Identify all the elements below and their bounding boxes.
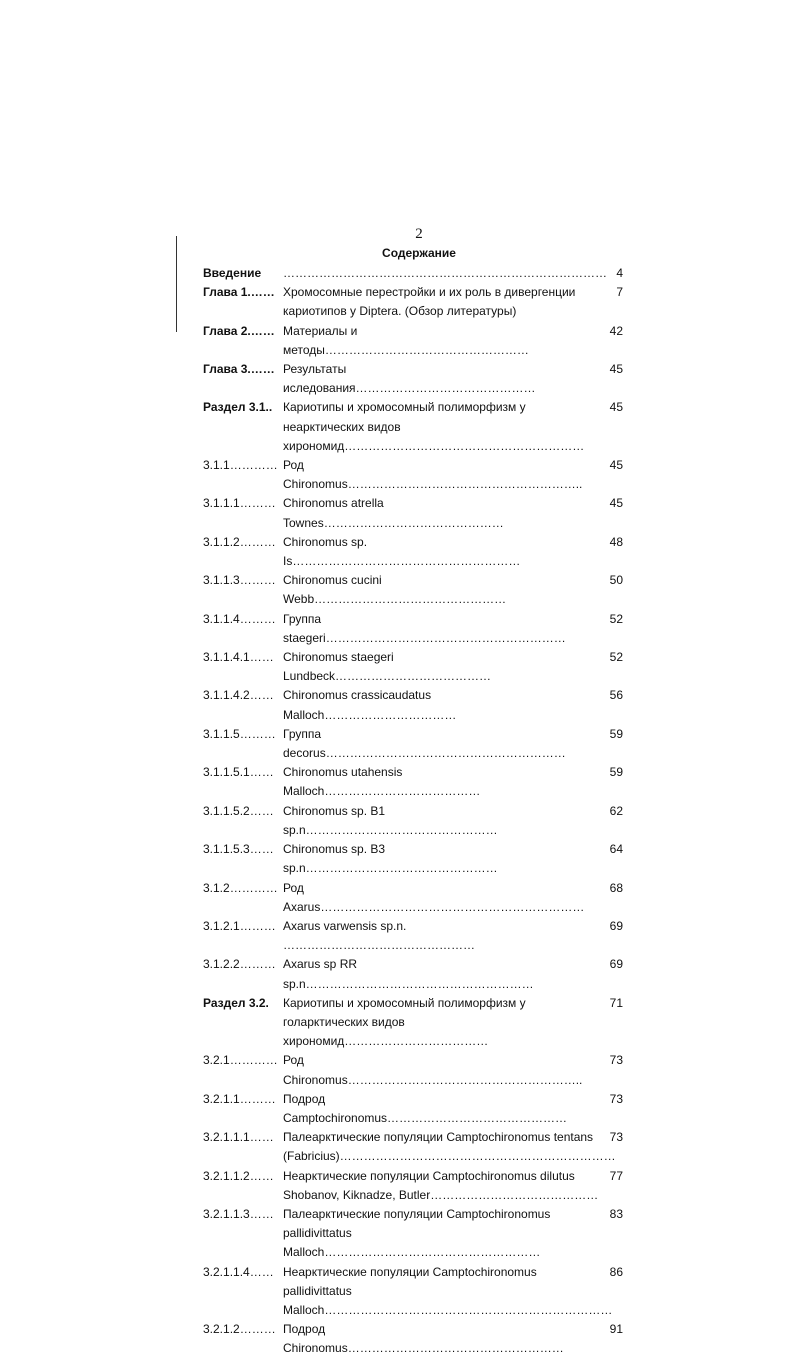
toc-entry-title: Неарктические популяции Camptochironomus dilutus Shobanov, Kiknadze, Butler…………………………………… — [283, 1168, 599, 1202]
toc-entry-number: 3.2.1.1.3…… — [203, 1206, 274, 1221]
toc-entry-page: 73 — [609, 1091, 623, 1106]
toc-entry-title: Род Axarus………………………………………………………… — [283, 880, 585, 914]
toc-entry — [203, 879, 623, 917]
toc-entry — [203, 725, 623, 763]
toc-entry-number: 3.1.1.2……… — [203, 534, 276, 549]
toc-entry — [203, 1205, 623, 1263]
toc-entry-page: 50 — [609, 573, 623, 588]
toc-entry-page: 83 — [609, 1206, 623, 1221]
toc-entry — [203, 955, 623, 993]
toc-entry-title: Chironomus utahensis Malloch………………………………… — [283, 765, 481, 799]
toc-entry-title: Chironomus sp. Is………………………………………………… — [283, 534, 521, 569]
toc-entry — [203, 802, 623, 840]
toc-entry-title: Chironomus sp. B1 sp.n………………………………………… — [283, 803, 498, 837]
toc-entry-number: 3.2.1.2……… — [203, 1322, 276, 1337]
toc-entry-page: 69 — [609, 957, 623, 972]
toc-entry-title: Род Chironomus………………………………………………….. — [283, 1053, 583, 1087]
toc-entry-title: Группа staegeri…………………………………………………… — [283, 611, 566, 645]
toc-entry-page: 62 — [609, 803, 623, 818]
toc-entry-page: 69 — [609, 918, 623, 933]
toc-entry-number: 3.1.2………… — [203, 880, 278, 895]
toc-entry-number: 3.1.1.5……… — [203, 726, 276, 741]
toc-entry-number: 3.1.2.2……… — [203, 957, 276, 972]
toc-entry-title: Chironomus crassicaudatus Malloch…………………………… — [283, 688, 457, 722]
toc-entry-title: Материалы и методы…………………………………………… — [283, 323, 529, 357]
toc-entry-page: 77 — [609, 1168, 623, 1183]
toc-entry-title: Axarus varwensis sp.n. ………………………………………… — [283, 918, 475, 953]
toc-entry-page: 73 — [609, 1053, 623, 1068]
toc-entry — [203, 456, 623, 494]
toc-entry-page: 59 — [609, 765, 623, 780]
toc-entry-number: 3.1.1.1……… — [203, 496, 276, 511]
toc-entry-number: Раздел 3.2. — [203, 995, 269, 1010]
toc-entry — [203, 1320, 623, 1358]
toc-entry-page: 45 — [609, 362, 623, 377]
toc-entry-page: 45 — [609, 458, 623, 473]
toc-entry-title: Хромосомные перестройки и их роль в дивергенции кариотипов у Diptera. (Обзор литературы) — [283, 285, 576, 319]
toc-entry-page: 52 — [609, 611, 623, 626]
toc-entry-page: 86 — [609, 1264, 623, 1279]
toc-entry — [203, 1090, 623, 1128]
toc-entry — [203, 648, 623, 686]
toc-entry-title: Chironomus cucini Webb………………………………………… — [283, 573, 507, 607]
toc-entry-page: 45 — [609, 496, 623, 511]
toc-entry — [203, 533, 623, 571]
toc-entry-number: Глава 3.…… — [203, 362, 275, 377]
toc-entry-title: Chironomus sp. B3 sp.n………………………………………… — [283, 842, 498, 876]
toc-entry-title: Кариотипы и хромосомный полиморфизм у голарктических видов хирономид……………………………… — [283, 995, 526, 1049]
toc-entry-number: Глава 1.…… — [203, 285, 275, 300]
toc-entry-page: 4 — [616, 266, 623, 280]
toc-entry — [203, 610, 623, 648]
toc-entry-title: Подрод Chironomus……………………………………………… — [283, 1322, 564, 1356]
toc-entry-number: 3.2.1.1.2…… — [203, 1168, 274, 1183]
toc-entry-title: Палеарктические популяции Camptochironomus tentans (Fabricius)…………………………………………………………… — [283, 1130, 616, 1164]
toc-entry-title: Chironomus staegeri Lundbeck………………………………… — [283, 650, 492, 684]
toc-entry-title: Axarus sp RR sp.n………………………………………………… — [283, 957, 534, 991]
page-number: 2 — [415, 226, 423, 242]
toc-entry — [203, 322, 623, 360]
toc-entry-page: 59 — [609, 726, 623, 741]
toc-entry-page: 73 — [609, 1130, 623, 1145]
toc-entry-number: 3.2.1.1.4…… — [203, 1264, 274, 1279]
toc-entry-title: Неарктические популяции Camptochironomus pallidivittatus Malloch……………………………………………………………… — [283, 1264, 613, 1317]
toc-entry-page: 56 — [609, 688, 623, 703]
toc-entry — [203, 398, 623, 456]
toc-entry — [203, 1128, 623, 1166]
toc-entry-number: 3.2.1.1.1…… — [203, 1130, 274, 1145]
toc-entry — [203, 360, 623, 398]
toc-entry — [203, 917, 623, 955]
toc-entry — [203, 283, 623, 321]
toc-entry-number: 3.1.1.4.1…… — [203, 650, 274, 665]
toc-entry-page: 42 — [609, 323, 623, 338]
toc-entry-title: Результаты иследования……………………………………… — [283, 362, 536, 396]
toc-entry-page: 68 — [609, 880, 623, 895]
toc-entry-page: 7 — [616, 285, 623, 300]
toc-entry — [203, 1167, 623, 1205]
toc-entry-number: 3.1.1.4.2…… — [203, 688, 274, 703]
toc-entry — [203, 1263, 623, 1321]
toc-entry-page: 52 — [609, 650, 623, 665]
table-of-contents — [203, 264, 623, 1359]
toc-entry-number: 3.1.1.4……… — [203, 611, 276, 626]
toc-entry-number: Глава 2.…… — [203, 323, 275, 338]
toc-entry-title: Род Chironomus………………………………………………….. — [283, 458, 583, 492]
toc-entry-title: ……………………………………………………………………… — [283, 266, 607, 280]
toc-entry-number: 3.1.1.3……… — [203, 573, 276, 588]
toc-entry-number: 3.1.1.5.2…… — [203, 803, 274, 818]
toc-entry-title: Группа decorus…………………………………………………… — [283, 726, 566, 761]
toc-entry — [203, 763, 623, 801]
toc-entry-number: 3.2.1………… — [203, 1053, 278, 1068]
toc-entry-title: Подрод Camptochironomus……………………………………… — [283, 1091, 568, 1125]
toc-entry-page: 64 — [609, 842, 623, 857]
toc-entry-title: Палеарктические популяции Camptochironomus pallidivittatus Malloch……………………………………………… — [283, 1206, 551, 1260]
toc-entry-number: 3.1.2.1……… — [203, 918, 276, 933]
toc-entry — [203, 1051, 623, 1089]
toc-entry-page: 91 — [609, 1322, 623, 1337]
toc-entry — [203, 840, 623, 878]
toc-entry-number: 3.2.1.1……… — [203, 1091, 276, 1106]
toc-entry — [203, 571, 623, 609]
toc-entry-page: 48 — [609, 534, 623, 549]
toc-entry-number: Раздел 3.1.. — [203, 400, 273, 415]
toc-entry — [203, 686, 623, 724]
toc-entry-page: 71 — [609, 995, 623, 1010]
page-title: Содержание — [382, 246, 456, 260]
toc-entry-title: Кариотипы и хромосомный полиморфизм у неарктических видов хирономид…………………………………………………… — [283, 400, 585, 453]
toc-entry-title: Chironomus atrella Townes……………………………………… — [283, 496, 504, 530]
toc-entry — [203, 264, 623, 283]
toc-entry — [203, 494, 623, 532]
toc-entry-number: 3.1.1………… — [203, 458, 278, 473]
toc-entry-page: 45 — [609, 400, 623, 415]
toc-entry-number: 3.1.1.5.1…… — [203, 765, 274, 780]
toc-entry-number: 3.1.1.5.3…… — [203, 842, 274, 857]
toc-entry — [203, 994, 623, 1052]
toc-entry-number: Введение — [203, 266, 262, 280]
